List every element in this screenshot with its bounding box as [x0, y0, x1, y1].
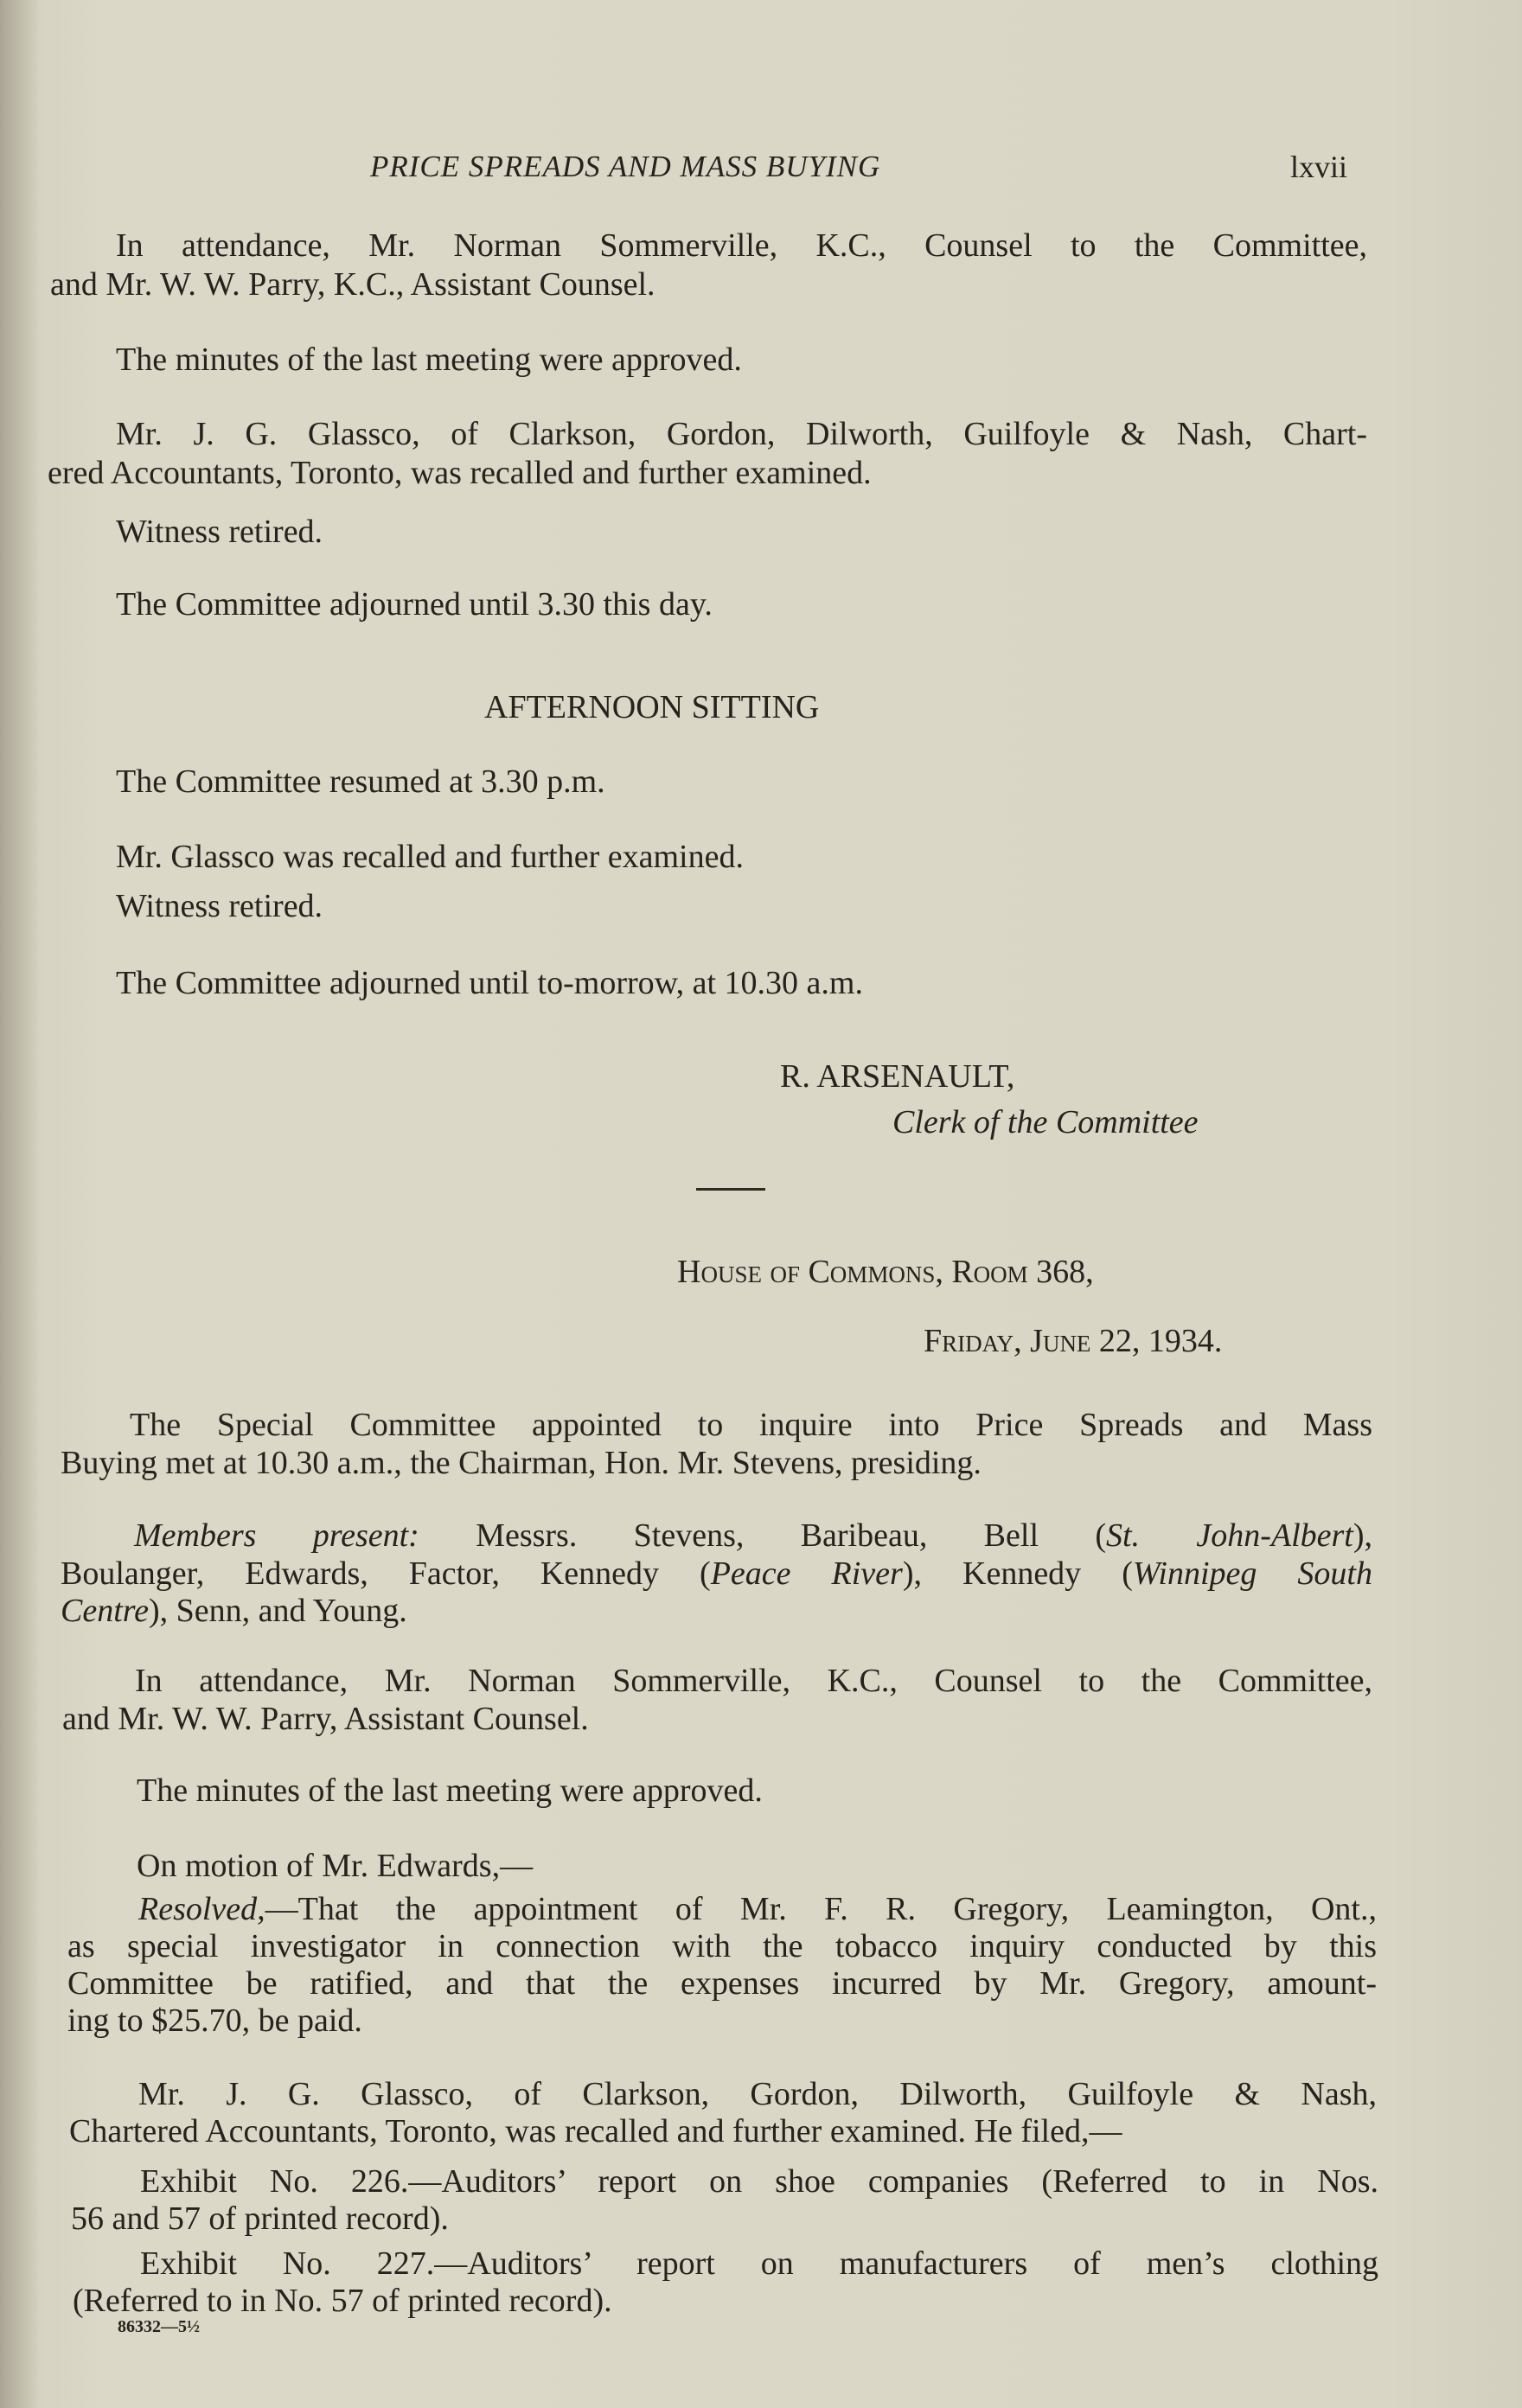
minutes-approved: The minutes of the last meeting were approved.: [137, 1772, 763, 1809]
section-heading: AFTERNOON SITTING: [484, 689, 820, 725]
members-line-2: Boulanger, Edwards, Factor, Kennedy (Peace River), Kennedy (Winnipeg South: [61, 1555, 1372, 1592]
resumed-line: The Committee resumed at 3.30 p.m.: [116, 763, 605, 800]
intro-line-2: Buying met at 10.30 a.m., the Chairman, Hon. Mr. Stevens, presiding.: [61, 1445, 982, 1481]
exhibit-227-line-2: (Referred to in No. 57 of printed record).: [73, 2283, 612, 2319]
exhibit-226-line-1: Exhibit No. 226.—Auditors’ report on shoe companies (Referred to in Nos.: [140, 2163, 1378, 2200]
clerk-title: Clerk of the Committee: [892, 1104, 1199, 1140]
binding-gutter: [0, 0, 38, 2408]
exhibit-226-line-2: 56 and 57 of printed record).: [71, 2200, 449, 2237]
printer-mark: 86332—5½: [118, 2317, 200, 2336]
glassco-line-2: Chartered Accountants, Toronto, was recalled and further examined. He filed,—: [69, 2113, 1122, 2149]
attendance-line-1: In attendance, Mr. Norman Sommerville, K.C., Counsel to the Committee,: [116, 227, 1367, 264]
page-number: lxvii: [1290, 150, 1348, 184]
witness-retired: Witness retired.: [116, 514, 323, 550]
resolved-label: Resolved,: [138, 1891, 265, 1927]
clerk-name: R. ARSENAULT,: [780, 1058, 1015, 1095]
members-line-3: Centre), Senn, and Young.: [61, 1593, 407, 1629]
members-line-1: Members present: Messrs. Stevens, Baribeau, Bell (St. John-Albert),: [134, 1517, 1373, 1554]
running-head: PRICE SPREADS AND MASS BUYING: [370, 150, 881, 183]
exhibit-227-line-1: Exhibit No. 227.—Auditors’ report on manufacturers of men’s clothing: [140, 2245, 1378, 2282]
resolved-line-2: as special investigator in connection with the tobacco inquiry conducted by this: [67, 1928, 1377, 1964]
witness-retired: Witness retired.: [116, 888, 323, 924]
minutes-approved: The minutes of the last meeting were approved.: [116, 342, 742, 378]
attendance-line-2: and Mr. W. W. Parry, Assistant Counsel.: [62, 1701, 589, 1737]
section-divider: [696, 1188, 765, 1191]
recalled-line: Mr. Glassco was recalled and further examined.: [116, 839, 744, 875]
glassco-line-1: Mr. J. G. Glassco, of Clarkson, Gordon, Dilworth, Guilfoyle & Nash, Chart-: [116, 416, 1367, 452]
meeting-date: Friday, June 22, 1934.: [924, 1323, 1223, 1359]
resolved-line-3: Committee be ratified, and that the expenses incurred by Mr. Gregory, amount-: [67, 1965, 1377, 2002]
glassco-line-1: Mr. J. G. Glassco, of Clarkson, Gordon, Dilworth, Guilfoyle & Nash,: [138, 2076, 1377, 2112]
members-label: Members present:: [134, 1517, 419, 1554]
resolved-line-1: Resolved,—That the appointment of Mr. F. R. Gregory, Leamington, Ont.,: [138, 1891, 1377, 1927]
adjourned-line: The Committee adjourned until 3.30 this day.: [116, 586, 713, 623]
attendance-line-1: In attendance, Mr. Norman Sommerville, K.C., Counsel to the Committee,: [135, 1663, 1372, 1699]
glassco-line-2: ered Accountants, Toronto, was recalled and further examined.: [48, 455, 872, 491]
intro-line-1: The Special Committee appointed to inquire into Price Spreads and Mass: [130, 1407, 1372, 1443]
adjourned-line: The Committee adjourned until to-morrow, at 10.30 a.m.: [116, 965, 863, 1001]
attendance-line-2: and Mr. W. W. Parry, K.C., Assistant Counsel.: [50, 266, 655, 303]
resolved-line-4: ing to $25.70, be paid.: [67, 2002, 362, 2039]
meeting-place: House of Commons, Room 368,: [677, 1254, 1094, 1290]
motion-line: On motion of Mr. Edwards,—: [137, 1848, 534, 1884]
